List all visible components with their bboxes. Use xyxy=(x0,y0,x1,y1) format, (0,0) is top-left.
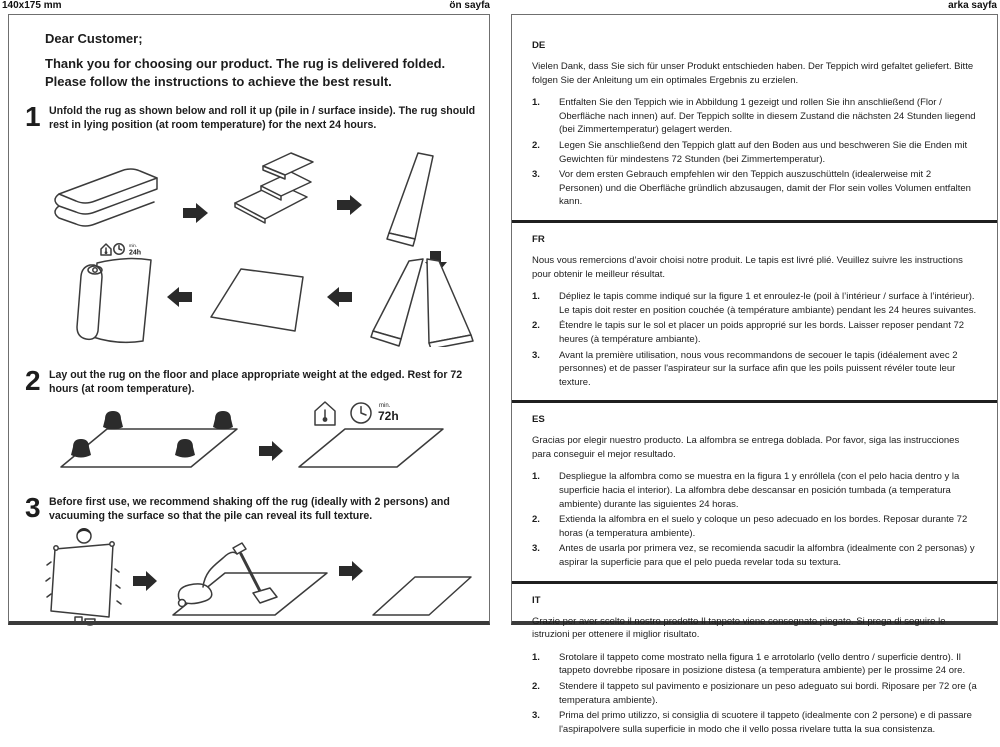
folded-rug-illustration xyxy=(55,169,157,226)
list-item xyxy=(532,319,977,346)
list-item-number: 2. xyxy=(532,681,540,692)
step-2-text: Lay out the rug on the floor and place appropriate weight at the edged. Rest for 72 hours (at room temperature). xyxy=(49,369,463,396)
intro-paragraph: Thank you for choosing our product. The rug is delivered folded. Please follow the instructions to achieve the best result. xyxy=(45,56,446,89)
list-item-number: 2. xyxy=(532,139,540,151)
list-item xyxy=(532,709,977,736)
section-intro: Vielen Dank, dass Sie sich für unser Produkt entschieden haben. Der Teppich wird gefaltet geliefert. Bitte folgen Sie der Anleitung um ein optimales Ergebnis zu erzielen. xyxy=(532,61,974,86)
arrow-right-icon xyxy=(133,571,157,591)
list-item xyxy=(532,680,977,707)
list-item-number: 1. xyxy=(532,291,540,303)
back-page xyxy=(511,14,998,735)
step-1 xyxy=(25,103,487,132)
rug-with-weights-illustration xyxy=(61,411,237,467)
list-item-number: 2. xyxy=(532,514,540,526)
list-item-text: Antes de usarla por primera vez, se recomienda sacudir la alfombra (idealmente con 2 personas) y aspirar la superficie para que el pelo pueda revelar toda su textura. xyxy=(559,543,975,569)
list-item-text: Avant la première utilisation, nous vous recommandons de secouer le tapis (idéalement avec 2 personnes) et de passer l'aspirateur sur la surface afin que les poils puissent révéler toute leur texture. xyxy=(559,349,958,388)
list-item-number: 1. xyxy=(532,651,540,663)
list-item xyxy=(532,139,977,166)
step-3-number: 3 xyxy=(25,492,41,523)
list-item xyxy=(532,96,977,137)
language-label: FR xyxy=(532,233,545,245)
half-folded-panels-illustration xyxy=(371,259,473,347)
partially-unfolded-rug-illustration xyxy=(235,153,313,223)
front-page-label: ön sayfa xyxy=(449,0,490,11)
list-item-text: Legen Sie anschließend den Teppich glatt auf den Boden aus und beschweren Sie die Enden mit Gewichten für mindestens 72 Stunden (bei Zimmertemperatur). xyxy=(559,139,968,165)
clock-icon xyxy=(351,403,371,423)
step-3 xyxy=(25,494,487,523)
section-de xyxy=(512,15,997,223)
clock-icon xyxy=(114,244,124,254)
front-page xyxy=(8,14,490,625)
section-intro: Grazie per aver scelto il nostro prodotto Il tappeto viene consegnato piegato. Si prega di seguire le istruzioni per ottenere il miglior risultato. xyxy=(532,615,946,641)
section-it xyxy=(512,584,997,747)
list-item-number: 1. xyxy=(532,97,540,109)
list-item-text: Srotolare il tappeto come mostrato nella figura 1 e arrotolarlo (vello dentro / superficie dentro). Il tappeto dovrebbe riposare in posizione distesa (a temperatura ambiente) per le prossime 24 ore. xyxy=(559,651,966,677)
list-item-number: 3. xyxy=(532,349,540,361)
min-label: min. xyxy=(129,243,137,248)
step-2 xyxy=(25,367,487,396)
list-item-text: Prima del primo utilizzo, si consiglia di scuotere il tappeto (idealmente con 2 persone) e di passare l'aspirapolvere sulla superficie in modo che il vello possa rivelare tutta la sua consistenza. xyxy=(559,710,972,735)
list-item xyxy=(532,470,977,511)
resting-rug-illustration xyxy=(299,402,443,467)
arrow-left-icon xyxy=(327,287,352,307)
person-shaking-rug-illustration xyxy=(46,528,121,625)
language-label: IT xyxy=(532,594,541,606)
section-intro: Gracias por elegir nuestro producto. La alfombra se entrega doblada. Por favor, siga las instrucciones para conseguir el mejor resultado. xyxy=(532,435,960,460)
list-item xyxy=(532,349,977,390)
list-item-text: Extienda la alfombra en el suelo y coloque un peso adecuado en los bordes. Reposar durante 72 horas (a temperatura ambiente). xyxy=(559,514,968,539)
unfolded-strip-illustration xyxy=(387,153,433,246)
step-2-figure xyxy=(51,399,451,479)
section-fr xyxy=(512,223,997,403)
sheet-size-label: 140x175 mm xyxy=(2,0,62,11)
list-item-text: Despliegue la alfombra como se muestra en la figura 1 y enróllela (con el pelo hacia dentro y la superficie hacia el interior). La alfombra debe descansar en posición tumbada (a temperatura ambiente) durante las siguientes 24 horas. xyxy=(559,471,960,510)
list-item xyxy=(532,542,977,569)
rolled-rug-illustration xyxy=(77,243,151,342)
step-1-figure xyxy=(37,139,492,347)
greeting: Dear Customer; xyxy=(45,31,143,46)
step-3-figure xyxy=(43,525,473,629)
vacuuming-rug-illustration xyxy=(173,543,327,615)
thermometer-icon xyxy=(315,402,335,425)
list-item xyxy=(532,168,977,209)
arrow-right-icon xyxy=(339,561,363,581)
language-label: ES xyxy=(532,414,545,426)
list-item-number: 2. xyxy=(532,320,540,332)
step-1-number: 1 xyxy=(25,101,41,132)
list-item-number: 3. xyxy=(532,169,540,181)
section-intro: Nous vous remercions d’avoir choisi notre produit. Le tapis est livré plié. Veuillez suivre les instructions pour obtenir le meilleur résultat. xyxy=(532,254,963,280)
step-1-text: Unfold the rug as shown below and roll it up (pile in / surface inside). The rug should rest in lying position (at room temperature) for the next 24 hours. xyxy=(49,105,476,132)
list-item-text: Dépliez le tapis comme indiqué sur la figure 1 et enroulez-le (poil à l’intérieur / surface à l’intérieur). Le tapis doit rester en position couchée (à température ambiante) pendant les 24 heures suivantes. xyxy=(559,291,977,316)
list-item-number: 1. xyxy=(532,471,540,483)
arrow-right-icon xyxy=(337,195,362,215)
list-item-number: 3. xyxy=(532,710,540,722)
list-item xyxy=(532,651,977,678)
finished-rug-illustration xyxy=(373,577,471,615)
thermometer-icon xyxy=(101,244,111,255)
arrow-left-icon xyxy=(167,287,192,307)
hours-72-label: 72h xyxy=(378,409,399,423)
weight-icon xyxy=(71,439,91,458)
list-item-text: Entfalten Sie den Teppich wie in Abbildung 1 gezeigt und rollen Sie ihn anschließend (Flor / Oberfläche nach innen) auf. Der Teppich sollte in diesem Zustand die nächsten 24 Stunden liegend (bei Zimmertemperatur) gelagert werden. xyxy=(559,97,976,136)
arrow-right-icon xyxy=(259,441,283,461)
step-2-number: 2 xyxy=(25,365,41,396)
arrow-right-icon xyxy=(183,203,208,223)
list-item-text: Étendre le tapis sur le sol et placer un poids approprié sur les bords. Laisser reposer pendant 72 heures (à température ambiante). xyxy=(559,320,965,345)
weight-icon xyxy=(213,411,233,430)
language-label: DE xyxy=(532,40,546,51)
step-3-text: Before first use, we recommend shaking off the rug (ideally with 2 persons) and vacuuming the surface so that the pile can reveal its full texture. xyxy=(49,496,450,523)
open-rug-illustration xyxy=(211,269,303,331)
list-item xyxy=(532,290,977,317)
list-item-number: 3. xyxy=(532,543,540,555)
list-item xyxy=(532,513,977,540)
back-page-label: arka sayfa xyxy=(948,0,997,11)
hours-24-label: 24h xyxy=(129,249,142,257)
section-es xyxy=(512,403,997,583)
list-item-text: Vor dem ersten Gebrauch empfehlen wir den Teppich auszuschütteln (idealerweise mit 2 Personen) und die Oberfläche gründlich abzusaugen, damit der Flor sein volles Volumen entfalten kann. xyxy=(559,169,971,208)
list-item-text: Stendere il tappeto sul pavimento e posizionare un peso adeguato sui bordi. Riposare per 72 ore (a temperatura ambiente). xyxy=(559,681,977,706)
weight-icon xyxy=(103,411,123,430)
min-label: min. xyxy=(379,403,391,409)
